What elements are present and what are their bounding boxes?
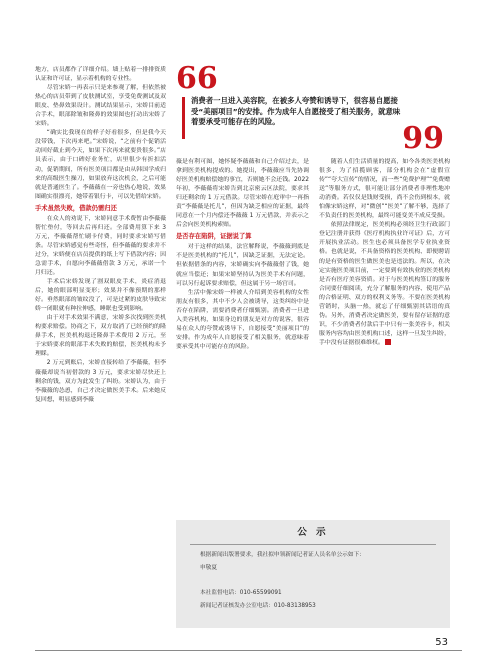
paragraph: 尽管宋娇一再表示只是来参观了解，但依然被热心的店员带到了皮肤测试室，享受免费测试及双眼皮、垫鼻效果设计。测试结果显示，宋娇目前适合手术，眼部除皱和隆鼻的效果图也打动出宋娇了宋娇。 <box>35 85 166 128</box>
public-notice-box <box>176 520 450 628</box>
paragraph: “确实比我现在的样子好看很多，但是我今天没带钱，下次再来吧。”宋娇说，“之前有个促销活动回好截止到今天，如果下次再来就要贵很多。”店员表示，由于口碑好业务忙，店里很少有折扣活动，促销期间，所有医美项目都是由从韩国学成归来的高级医生操刀，如果放弃这次机会，之后可能就是普通医生了。李薇薇在一旁也热心地说，效果图确实很漂亮，她带着银行卡，可以先借给宋娇。 <box>35 130 166 200</box>
article-column-middle <box>176 158 309 352</box>
article-end-mark-icon <box>385 339 391 345</box>
paragraph: 在众人的劝说下，宋娇同意手术费暂由李薇薇帮忙垫付，等回去后再归还。全部费用算下来 3 万元，李薇薇帮忙刷卡付费，同时要求宋娇写借条。尽管宋娇感觉有些奇怪，但李薇薇的要求并不过分，宋娇便在店员提供的纸上写下借款内容；因急需手术，自愿向李薇薇借款 3 万元，承诺一个月归还。 <box>35 215 166 276</box>
pull-quote-text: 消费者一旦进入美容院，在被多人夸赞和诱导下，很容易自愿接受“美丽项目”的安排。作为成年人自愿接受了相关服务，就意味着要承受可能存在的风险。 <box>191 96 401 127</box>
paragraph: 由于对手术效果不满意，宋娇多次找到医美机构要求赔偿。协商之下，双方取消了已经预约的隆鼻手术，医美机构退还隆鼻手术费用 2 万元，至于宋娇要求的眼部手术失败的赔偿，医美机构未予理睬。 <box>35 315 166 358</box>
notice-title: 公 示 <box>297 527 329 538</box>
paragraph-text: 依照法律规定，医美机构必须经卫生行政部门登记注册并获得《医疗机构执业许可证》后，方可开展执业活动。医生也必须具备医学专业执业资格。也就是说，不具备资格的医美机构、即便聘请的是有资格的医生做医美也是违法的。所以，在决定实施医美项目前，一定要到有效执业的医美机构是否有医疗美容资质。对于与医美机构签订的服务合同要仔细阅读，充分了解服务的内容、使用产品的合格证明、双方的权利义务等。不要在医美机构营销时，头脑一热，就忘了仔细甄别其话语的真伪。另外，消费者决定做医美，要有留存证据的意识，不少消费者付款后手中只有一张美容卡，相关服务内容均由医美机构口述，这样一旦发生纠纷，手中没有证据很难维权。 <box>319 222 450 346</box>
notice-name: 申敬夏 <box>200 565 218 571</box>
notice-intro: 根据新闻出版署要求，我社拟申领新闻记者证人员名单公示如下： <box>200 552 365 558</box>
article-column-right <box>319 158 450 348</box>
paragraph: 手术后宋娇发现了割双眼皮手术，炎症消退后，她的眼部明显变形；效果并不像预期的那样好。垂然眼部的皱纹没了，可是过紧的皮肤导致宋娇一闭眼就有种拉伸感，睡眠也受到影响。 <box>35 279 166 313</box>
section-heading: 是否存在陷阱，证据说了算 <box>176 233 252 241</box>
paragraph: 生活中像宋娇一样被人介绍到美容机构的女性朋友有很多，其中不少人会被诱导，这类纠纷中是否存在陷阱，需要消费者仔细甄别。消费者一旦进入美容机构，如果身边的朋友是对方的说客，很容易在众人的夸赞或诱导下，自愿接受“美丽项目”的安排。作为成年人自愿接受了相关服务，就意味着要承受其中可能存在的风险。 <box>176 289 309 350</box>
footer-divider <box>35 650 462 651</box>
paragraph: 薇是有利可图，她怀疑李薇薇和自己介绍过去，是拿到医美机构提成的。她提出，李薇薇应当先协调好医美机构赔偿她的事宜，否则她不会还钱。2022 年初，李薇薇将宋娇告到北京密云区法院，要求其归还剩余的 1 万元借款。尽管宋娇在庭审中一再指责“李薇薇是托儿”，但因为缺乏相应的证据，最终同意在一个月内偿还李薇薇 1 万元借款，并表示之后会向医美机构索赔。 <box>176 159 309 229</box>
notice-divider <box>190 544 436 545</box>
quote-open-mark: 66 <box>176 61 218 96</box>
quote-accent-bar <box>182 97 185 139</box>
paragraph: 2 万元到账后，宋娇直接转给了李薇薇，但李薇薇却说当初借款的 3 万元，要求宋娇尽快还上剩余的钱，双方为此发生了纠纷。宋娇认为，由于李薇薇的怂恿，自己才决定做医美手术。后来她反复回想，明显感到李薇 <box>35 360 166 403</box>
paragraph <box>319 221 450 348</box>
supervision-phone: 本社监督电话：010-65599091 <box>200 590 282 596</box>
press-card-office-phone: 新闻记者证核发办公室电话：010-83138953 <box>200 603 316 609</box>
article-column-left <box>35 66 166 405</box>
quote-close-mark: 99 <box>402 121 444 156</box>
page-number: 53 <box>435 637 448 648</box>
paragraph: 对于这样的结果，法官解释说，李薇薇到底是不是医美机构的“托儿”，因缺乏证据，无法定论。但依据借条的内容，宋娇确实向李薇薇借了钱，她就应当偿还；如果宋娇坚持认为医美手术有问题，可以另行起诉要求赔偿，但这属于另一场官司。 <box>176 244 309 287</box>
pull-quote <box>176 61 450 156</box>
section-heading: 手术虽然失败，借款仍需归还 <box>35 204 117 212</box>
paragraph: 随着人们生活质量的提高，如今各类医美机构很多，为了招揽顾客，部分机构会在“虚假宣传”“夸大宣传”的情况，而一些“免费护理”“免费赠送”等服务方式，很可能让部分消费者非理性地冲动消费。若仅仅是钱财受损，尚不会伤到根本，就怕像宋娇这样，对“微创”“医美”了解不够，选择了不负责任的医美机构，最终可能变美不成反受损。 <box>319 159 450 220</box>
paragraph: 地方，店员都作了详细介绍。墙上贴着一排排资质认证和许可证，显示着机构的专业性。 <box>35 67 166 83</box>
